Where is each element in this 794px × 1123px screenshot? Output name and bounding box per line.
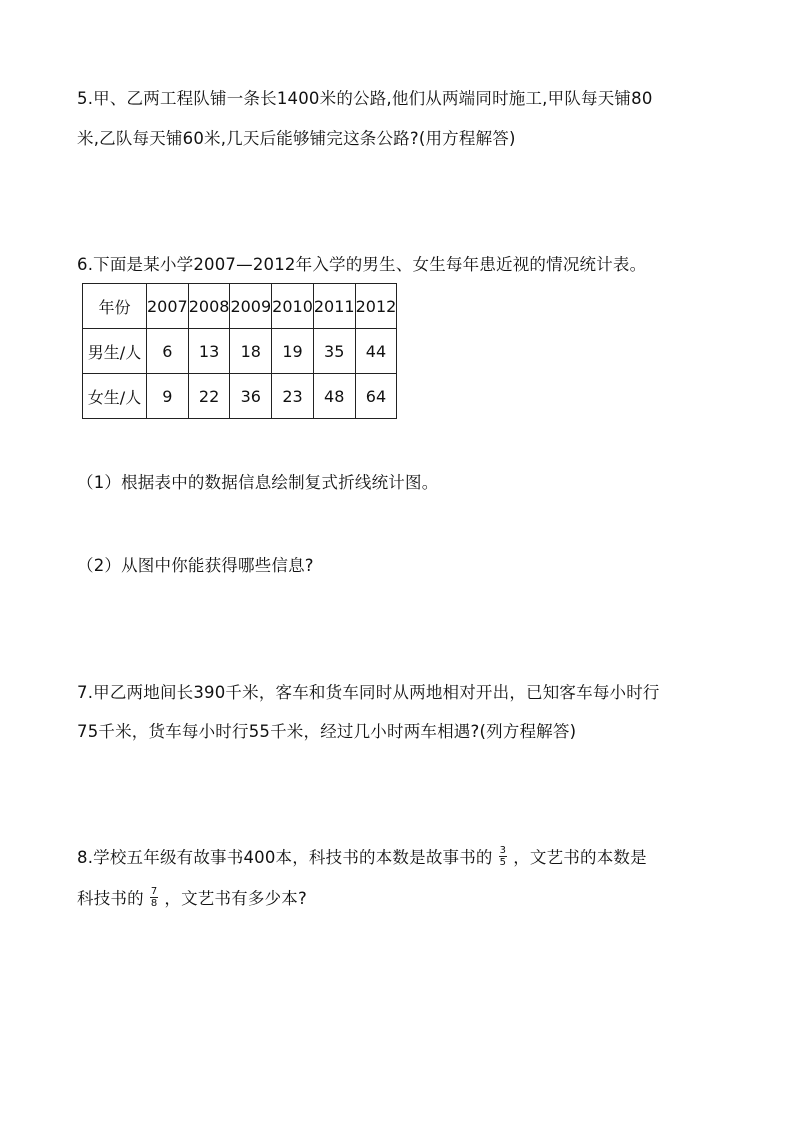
year-cell: 2011	[313, 284, 355, 329]
problem-8-text-c: 科技书的	[77, 889, 144, 908]
problem-6-question-1: （1）根据表中的数据信息绘制复式折线统计图。	[77, 473, 439, 492]
value-cell: 19	[272, 329, 314, 374]
year-cell: 2009	[230, 284, 272, 329]
fraction-denominator: 8	[150, 898, 158, 909]
year-cell: 2007	[147, 284, 189, 329]
year-cell: 2010	[272, 284, 314, 329]
value-cell: 44	[355, 329, 397, 374]
value-cell: 35	[313, 329, 355, 374]
table-header-label: 年份	[83, 284, 147, 329]
problem-8-line-2	[77, 887, 307, 911]
value-cell: 9	[147, 374, 189, 419]
row-label-boys: 男生/人	[83, 329, 147, 374]
fraction-numerator: 7	[150, 886, 158, 897]
year-cell: 2012	[355, 284, 397, 329]
value-cell: 64	[355, 374, 397, 419]
problem-5-line-2: 米,乙队每天铺60米,几天后能够铺完这条公路?(用方程解答)	[77, 129, 516, 148]
value-cell: 18	[230, 329, 272, 374]
value-cell: 23	[272, 374, 314, 419]
fraction-denominator: 5	[499, 857, 507, 868]
value-cell: 36	[230, 374, 272, 419]
problem-6-intro: 6.下面是某小学2007—2012年入学的男生、女生每年患近视的情况统计表。	[77, 255, 647, 274]
myopia-stats-table	[82, 283, 397, 419]
year-cell: 2008	[188, 284, 230, 329]
problem-8-text-d: ，文艺书有多少本?	[164, 889, 307, 908]
value-cell: 6	[147, 329, 189, 374]
table-row	[83, 284, 397, 329]
fraction-numerator: 3	[499, 845, 507, 856]
problem-5-line-1: 5.甲、乙两工程队铺一条长1400米的公路,他们从两端同时施工,甲队每天铺80	[77, 89, 653, 108]
fraction-seven-eighths	[150, 886, 159, 909]
table-row	[83, 329, 397, 374]
problem-7-line-1: 7.甲乙两地间长390千米，客车和货车同时从两地相对开出，已知客车每小时行	[77, 683, 660, 702]
table-row	[83, 374, 397, 419]
value-cell: 48	[313, 374, 355, 419]
problem-8-text-b: ，文艺书的本数是	[513, 848, 647, 867]
value-cell: 22	[188, 374, 230, 419]
problem-8-line-1	[77, 846, 647, 870]
problem-8-text-a: 8.学校五年级有故事书400本，科技书的本数是故事书的	[77, 848, 493, 867]
value-cell: 13	[188, 329, 230, 374]
problem-7-line-2: 75千米，货车每小时行55千米，经过几小时两车相遇?(列方程解答)	[77, 722, 577, 741]
fraction-three-fifths	[499, 845, 508, 868]
row-label-girls: 女生/人	[83, 374, 147, 419]
problem-6-question-2: （2）从图中你能获得哪些信息?	[77, 556, 314, 575]
